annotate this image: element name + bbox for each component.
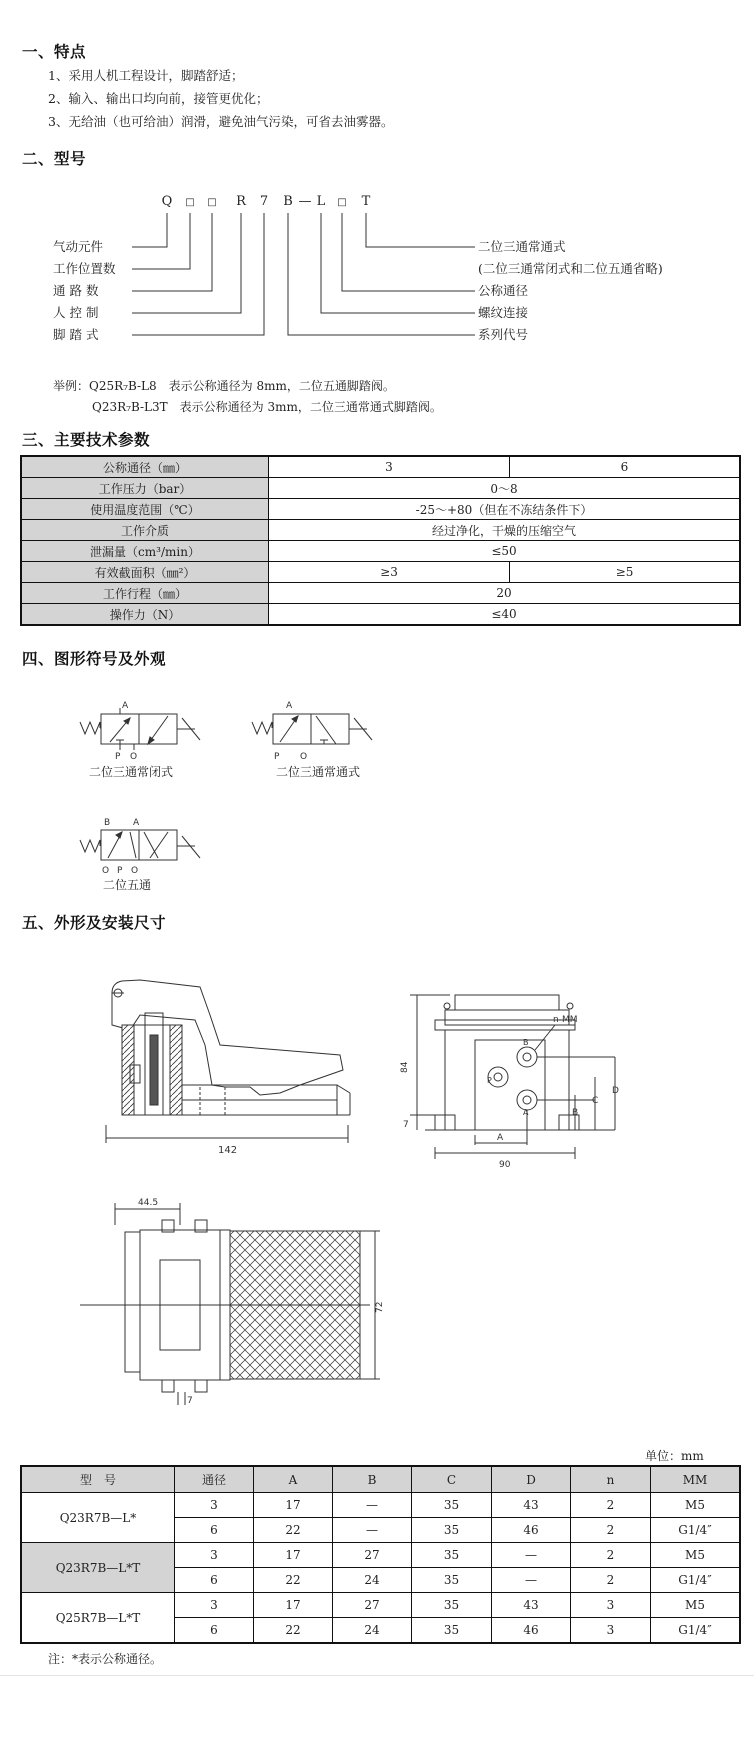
table-cell: 35 — [412, 1593, 492, 1618]
table-cell: 35 — [412, 1568, 492, 1593]
spec-row — [21, 456, 740, 478]
dim-label: 44.5 — [138, 1198, 159, 1208]
spec-row — [21, 520, 740, 541]
code-label-right: (二位三通常闭式和二位五通省略) — [478, 261, 663, 276]
dim-label: B — [572, 1108, 579, 1118]
table-cell: 2 — [571, 1493, 651, 1518]
spec-label: 有效截面积（㎜²） — [21, 562, 269, 583]
table-cell: 24 — [333, 1618, 412, 1644]
port-label: O — [131, 866, 139, 876]
port-label: A — [122, 701, 129, 711]
table-header: B — [333, 1466, 412, 1493]
table-header: D — [492, 1466, 571, 1493]
spec-row — [21, 604, 740, 626]
port-label: O — [300, 752, 308, 762]
code-char: L — [316, 194, 326, 209]
table-cell: 46 — [492, 1618, 571, 1644]
table-cell: 27 — [333, 1543, 412, 1568]
table-cell: 24 — [333, 1568, 412, 1593]
code-char: — — [298, 194, 312, 209]
spec-value: 3 — [269, 456, 510, 478]
dim-label: D — [612, 1086, 619, 1096]
table-cell: 35 — [412, 1618, 492, 1644]
code-label-left: 脚 踏 式 — [53, 327, 99, 342]
table-cell: 3 — [175, 1593, 254, 1618]
spec-value: 经过净化，干燥的压缩空气 — [269, 520, 741, 541]
table-cell: G1/4″ — [651, 1568, 741, 1593]
table-header: 通径 — [175, 1466, 254, 1493]
spec-value: 6 — [510, 456, 741, 478]
table-cell: — — [333, 1493, 412, 1518]
port-label: O — [130, 752, 138, 762]
table-cell: 6 — [175, 1518, 254, 1543]
spec-label: 公称通径（㎜） — [21, 456, 269, 478]
table-cell: 6 — [175, 1618, 254, 1644]
spec-row — [21, 541, 740, 562]
table-cell: 22 — [254, 1618, 333, 1644]
spec-value: ≤40 — [269, 604, 741, 626]
side-view-drawing — [100, 975, 390, 1175]
spec-row — [21, 562, 740, 583]
spec-value: -25～+80（但在不冻结条件下） — [269, 499, 741, 520]
spec-table — [20, 455, 741, 626]
code-label-right: 公称通径 — [478, 283, 529, 298]
front-view-drawing — [395, 975, 665, 1185]
code-char: B — [283, 194, 293, 209]
section-5-title: 五、外形及安装尺寸 — [22, 914, 167, 932]
model-example-2: Q23R₇B-L3T 表示公称通径为 3mm，二位三通常通式脚踏阀。 — [92, 400, 442, 414]
dim-label: n-MM — [553, 1015, 578, 1025]
port-label: P — [274, 752, 280, 762]
table-cell: 22 — [254, 1568, 333, 1593]
port-label: P — [117, 866, 123, 876]
port-label: B — [104, 818, 111, 828]
table-header-row — [21, 1466, 740, 1493]
table-cell: 3 — [571, 1593, 651, 1618]
model-cell: Q23R7B—L* — [21, 1493, 175, 1543]
table-cell: M5 — [651, 1593, 741, 1618]
code-char: □ — [185, 197, 195, 208]
table-cell: 35 — [412, 1518, 492, 1543]
table-cell: 2 — [571, 1568, 651, 1593]
spec-label: 工作介质 — [21, 520, 269, 541]
dim-label: A — [497, 1133, 504, 1143]
table-cell: 17 — [254, 1493, 333, 1518]
feature-item-3: 3、无给油（也可给油）润滑，避免油气污染，可省去油雾器。 — [48, 114, 394, 129]
code-label-left: 气动元件 — [53, 239, 104, 254]
symbol-caption: 二位三通常通式 — [276, 765, 361, 779]
code-label-right: 二位三通常通式 — [478, 239, 566, 254]
dim-label: 72 — [375, 1301, 385, 1313]
code-label-left: 通 路 数 — [53, 283, 99, 298]
dim-label: 142 — [218, 1145, 238, 1156]
table-cell: 2 — [571, 1518, 651, 1543]
port-label: A — [523, 1108, 529, 1117]
spec-value: ≤50 — [269, 541, 741, 562]
dim-label: 84 — [400, 1061, 410, 1073]
spec-value: ≥3 — [269, 562, 510, 583]
code-char: 7 — [259, 194, 269, 209]
port-label: O — [102, 866, 110, 876]
table-cell: 3 — [571, 1618, 651, 1644]
spec-row — [21, 478, 740, 499]
table-cell: 46 — [492, 1518, 571, 1543]
table-cell: 17 — [254, 1543, 333, 1568]
table-cell: 35 — [412, 1543, 492, 1568]
table-cell: 43 — [492, 1493, 571, 1518]
section-1-title: 一、特点 — [22, 43, 87, 61]
dim-label: 90 — [499, 1160, 511, 1170]
table-header: n — [571, 1466, 651, 1493]
symbol-caption: 二位五通 — [103, 878, 152, 892]
spec-label: 泄漏量（cm³/min） — [21, 541, 269, 562]
spec-row — [21, 583, 740, 604]
table-cell: 3 — [175, 1543, 254, 1568]
code-char: □ — [207, 197, 217, 208]
code-char: Q — [161, 194, 173, 209]
page-divider — [0, 1675, 754, 1676]
dimension-table — [20, 1465, 741, 1644]
model-code-diagram — [0, 185, 754, 355]
dim-label: 7 — [403, 1120, 409, 1130]
spec-label: 工作行程（㎜） — [21, 583, 269, 604]
table-cell: — — [333, 1518, 412, 1543]
dim-label: C — [592, 1096, 599, 1106]
table-cell: M5 — [651, 1543, 741, 1568]
section-4-title: 四、图形符号及外观 — [22, 650, 167, 668]
spec-row — [21, 499, 740, 520]
top-view-drawing — [70, 1195, 410, 1405]
table-header: A — [254, 1466, 333, 1493]
section-3-title: 三、主要技术参数 — [22, 431, 151, 449]
table-cell: 27 — [333, 1593, 412, 1618]
table-header: MM — [651, 1466, 741, 1493]
code-label-left: 人 控 制 — [53, 305, 99, 320]
table-row — [21, 1593, 740, 1618]
table-row — [21, 1543, 740, 1568]
table-row — [21, 1493, 740, 1518]
model-cell: Q25R7B—L*T — [21, 1593, 175, 1644]
table-cell: 17 — [254, 1593, 333, 1618]
table-cell: — — [492, 1543, 571, 1568]
table-header: C — [412, 1466, 492, 1493]
section-2-title: 二、型号 — [22, 150, 87, 168]
code-char: □ — [337, 197, 347, 208]
table-cell: — — [492, 1568, 571, 1593]
feature-item-2: 2、输入、输出口均向前，接管更优化； — [48, 91, 269, 106]
spec-value: 0～8 — [269, 478, 741, 499]
code-label-left: 工作位置数 — [53, 261, 116, 276]
table-header: 型 号 — [21, 1466, 175, 1493]
unit-label: 单位：mm — [645, 1449, 704, 1463]
spec-label: 操作力（N） — [21, 604, 269, 626]
port-label: P — [487, 1076, 492, 1085]
table-cell: G1/4″ — [651, 1518, 741, 1543]
dim-label: 7 — [187, 1396, 193, 1405]
table-note: 注：*表示公称通径。 — [48, 1652, 163, 1666]
table-cell: 35 — [412, 1493, 492, 1518]
feature-item-1: 1、采用人机工程设计，脚踏舒适； — [48, 68, 244, 83]
table-cell: 3 — [175, 1493, 254, 1518]
port-label: A — [133, 818, 140, 828]
table-cell: M5 — [651, 1493, 741, 1518]
code-label-right: 系列代号 — [478, 327, 529, 342]
table-cell: 6 — [175, 1568, 254, 1593]
table-cell: G1/4″ — [651, 1618, 741, 1644]
code-char: R — [236, 194, 246, 209]
spec-value: 20 — [269, 583, 741, 604]
model-example-1: 举例：Q25R₇B-L8 表示公称通径为 8mm，二位五通脚踏阀。 — [53, 379, 395, 393]
table-cell: 22 — [254, 1518, 333, 1543]
code-label-right: 螺纹连接 — [478, 305, 529, 320]
port-label: P — [115, 752, 121, 762]
port-label: A — [286, 701, 293, 711]
symbol-caption: 二位三通常闭式 — [89, 765, 174, 779]
table-cell: 2 — [571, 1543, 651, 1568]
spec-label: 使用温度范围（℃） — [21, 499, 269, 520]
table-cell: 43 — [492, 1593, 571, 1618]
code-char: T — [361, 194, 371, 209]
spec-value: ≥5 — [510, 562, 741, 583]
spec-label: 工作压力（bar） — [21, 478, 269, 499]
model-cell: Q23R7B—L*T — [21, 1543, 175, 1593]
port-label: B — [523, 1038, 529, 1047]
